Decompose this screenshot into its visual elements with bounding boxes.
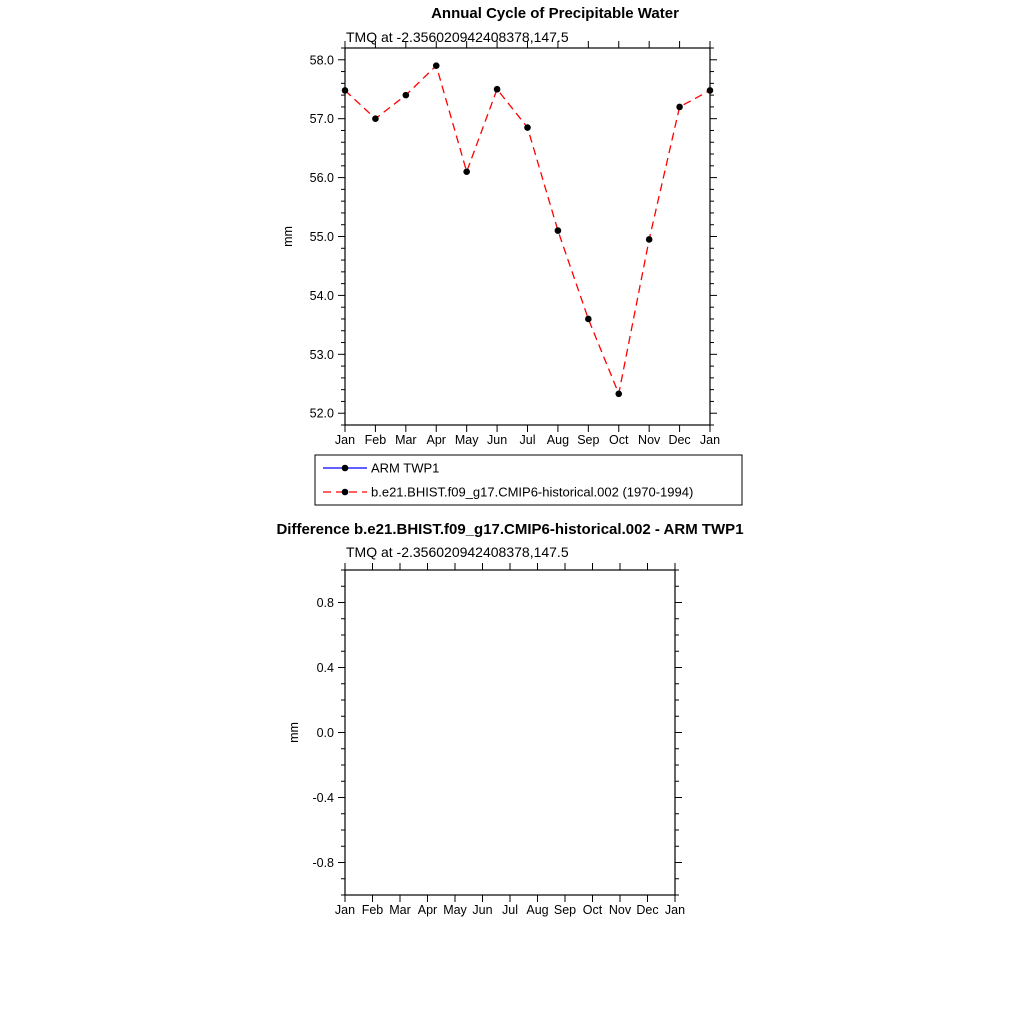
x-tick-label: Jul	[502, 903, 518, 917]
legend-label: b.e21.BHIST.f09_g17.CMIP6-historical.002 (1970-1994)	[371, 484, 694, 500]
x-tick-label: Jul	[519, 433, 536, 447]
chart-2	[287, 563, 685, 917]
x-tick-label: May	[454, 433, 479, 447]
x-tick-label: Oct	[582, 903, 603, 917]
data-point-marker	[676, 104, 683, 111]
y-tick-label: 56.0	[309, 171, 334, 186]
x-tick-label: Dec	[668, 433, 691, 447]
chart1-title: Annual Cycle of Precipitable Water	[431, 5, 679, 22]
series-line	[345, 66, 710, 394]
y-tick-label: -0.8	[312, 856, 334, 870]
data-point-marker	[463, 168, 470, 175]
x-tick-label: Oct	[609, 433, 629, 447]
x-tick-label: Mar	[395, 433, 417, 447]
chart2-subtitle: TMQ at -2.356020942408378,147.5	[346, 544, 569, 560]
x-tick-label: Apr	[426, 433, 446, 447]
y-tick-label: 0.0	[316, 726, 334, 740]
data-point-marker	[615, 390, 622, 397]
data-point-marker	[372, 115, 379, 122]
x-tick-label: Nov	[608, 903, 632, 917]
data-point-marker	[555, 227, 562, 234]
x-tick-label: Aug	[526, 903, 549, 917]
x-tick-label: Jan	[664, 903, 686, 917]
y-tick-label: 53.0	[309, 347, 334, 362]
x-tick-label: Jun	[487, 433, 508, 447]
x-tick-label: Jan	[699, 433, 721, 447]
legend-marker	[342, 465, 349, 472]
y-tick-label: 55.0	[309, 230, 334, 244]
data-point-marker	[494, 86, 501, 93]
y-axis-label: mm	[287, 722, 301, 743]
plot-frame	[345, 570, 675, 895]
x-tick-label: Apr	[417, 903, 438, 917]
chart-1	[281, 41, 742, 505]
data-point-marker	[403, 92, 410, 99]
data-point-marker	[433, 62, 440, 69]
legend-label: ARM TWP1	[371, 460, 440, 476]
chart1-subtitle: TMQ at -2.356020942408378,147.5	[346, 29, 569, 45]
y-tick-label: 54.0	[309, 288, 334, 303]
x-tick-label: Feb	[364, 433, 387, 447]
x-tick-label: Aug	[546, 433, 570, 447]
x-tick-label: Jan	[334, 903, 356, 917]
data-point-marker	[585, 316, 592, 323]
data-point-marker	[707, 87, 714, 94]
data-point-marker	[342, 87, 349, 94]
x-tick-label: Nov	[638, 433, 661, 447]
y-tick-label: 58.0	[309, 53, 334, 68]
x-tick-label: May	[443, 903, 467, 917]
plot-frame	[345, 48, 710, 425]
x-tick-label: Jan	[334, 433, 356, 447]
y-tick-label: -0.4	[312, 791, 334, 805]
x-tick-label: Feb	[361, 903, 384, 917]
y-tick-label: 0.4	[316, 661, 334, 675]
data-point-marker	[524, 124, 531, 131]
y-tick-label: 0.8	[316, 596, 334, 610]
y-tick-label: 57.0	[309, 112, 334, 127]
x-tick-label: Sep	[577, 433, 600, 447]
y-axis-label: mm	[281, 226, 295, 247]
x-tick-label: Jun	[472, 903, 493, 917]
x-tick-label: Dec	[636, 903, 659, 917]
x-tick-label: Sep	[553, 903, 577, 917]
y-tick-label: 52.0	[309, 406, 334, 421]
data-point-marker	[646, 236, 653, 243]
chart2-title: Difference b.e21.BHIST.f09_g17.CMIP6-historical.002 - ARM TWP1	[276, 521, 744, 538]
x-tick-label: Mar	[389, 903, 411, 917]
legend-marker	[342, 489, 349, 496]
